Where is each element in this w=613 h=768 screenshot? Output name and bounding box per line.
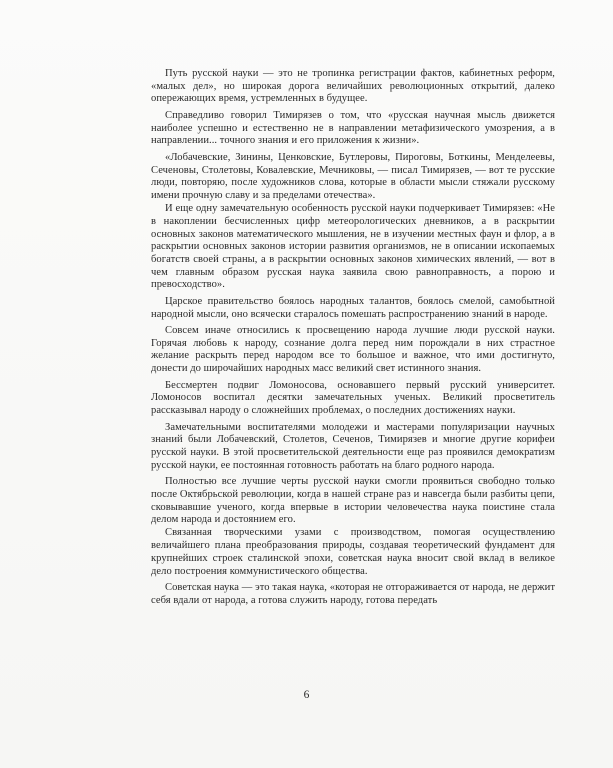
paragraph-10: Связанная творческими узами с производством, помогая осуществлению величайшего плана преобразования природы, создавая теоретический фундамент для крупнейших строек сталинской эпохи, советская наука вносит свой вклад в великое дело построения коммунистического общества.	[151, 527, 555, 577]
paragraph-11: Советская наука — это такая наука, «которая не отгораживается от народа, не держит себя вдали от народа, а готова служить народу, готова передать	[151, 582, 555, 606]
paragraph-9: Полностью все лучшие черты русской науки смогли проявиться свободно только после Октябрьской революции, когда в нашей стране раз и навсегда были разбиты цепи, сковывавшие ученого, когда впервые в истории человечества наука поистине стала делом народа и достоянием его.	[151, 476, 555, 526]
paragraph-7: Бессмертен подвиг Ломоносова, основавшего первый русский университет. Ломоносов воспитал десятки замечательных ученых. Великий просветитель рассказывал народу о сложнейших проблемах, о последних достижениях науки.	[151, 379, 555, 417]
paragraph-8: Замечательными воспитателями молодежи и мастерами популяризации научных знаний были Лобачевский, Столетов, Сеченов, Тимирязев и многие другие корифеи русской науки. В этой просветительской деятельности еще раз проявился демократизм русской науки, ее постоянная готовность работать на благо родного народа.	[151, 421, 555, 471]
paragraph-5: Царское правительство боялось народных талантов, боялось смелой, самобытной народной мысли, оно всячески старалось помешать распространению знаний в народе.	[151, 295, 555, 320]
body-text	[151, 68, 555, 611]
paragraph-3: «Лобачевские, Зинины, Ценковские, Бутлеровы, Пироговы, Боткины, Менделеевы, Сеченовы, Столетовы, Ковалевские, Мечниковы, — писал Тимирязев, — вот те русские люди, повторяю, после художников слова, которые в области мысли стяжали русскому имени прочную славу и за пределами отечества».	[151, 151, 555, 201]
paragraph-2: Справедливо говорил Тимирязев о том, что «русская научная мысль движется наиболее успешно и естественно не в направлении метафизического умозрения, а в направлении... точного знания и его приложения к жизни».	[151, 109, 555, 147]
paragraph-4: И еще одну замечательную особенность русской науки подчеркивает Тимирязев: «Не в накоплении бесчисленных цифр метеорологических дневников, а в раскрытии основных законов математического мышления, не в изучении местных фаун и флор, а в раскрытии основных законов истории развития организмов, не в описании ископаемых богатств своей страны, а в раскрытии основных законов химических явлений, — вот в чем главным образом русская наука заявила свою равноправность, а порою и превосходство».	[151, 203, 555, 291]
page-number: 6	[303, 689, 310, 701]
paragraph-1: Путь русской науки — это не тропинка регистрации фактов, кабинетных реформ, «малых дел», но широкая дорога величайших революционных открытий, далеко опережающих время, устремленных в будущее.	[151, 68, 555, 105]
paragraph-6: Совсем иначе относились к просвещению народа лучшие люди русской науки. Горячая любовь к народу, сознание долга перед ним порождали в них страстное желание раскрыть перед народом все то большое и важное, что ими достигнуто, донести до широчайших народных масс великий свет истинного знания.	[151, 325, 555, 375]
